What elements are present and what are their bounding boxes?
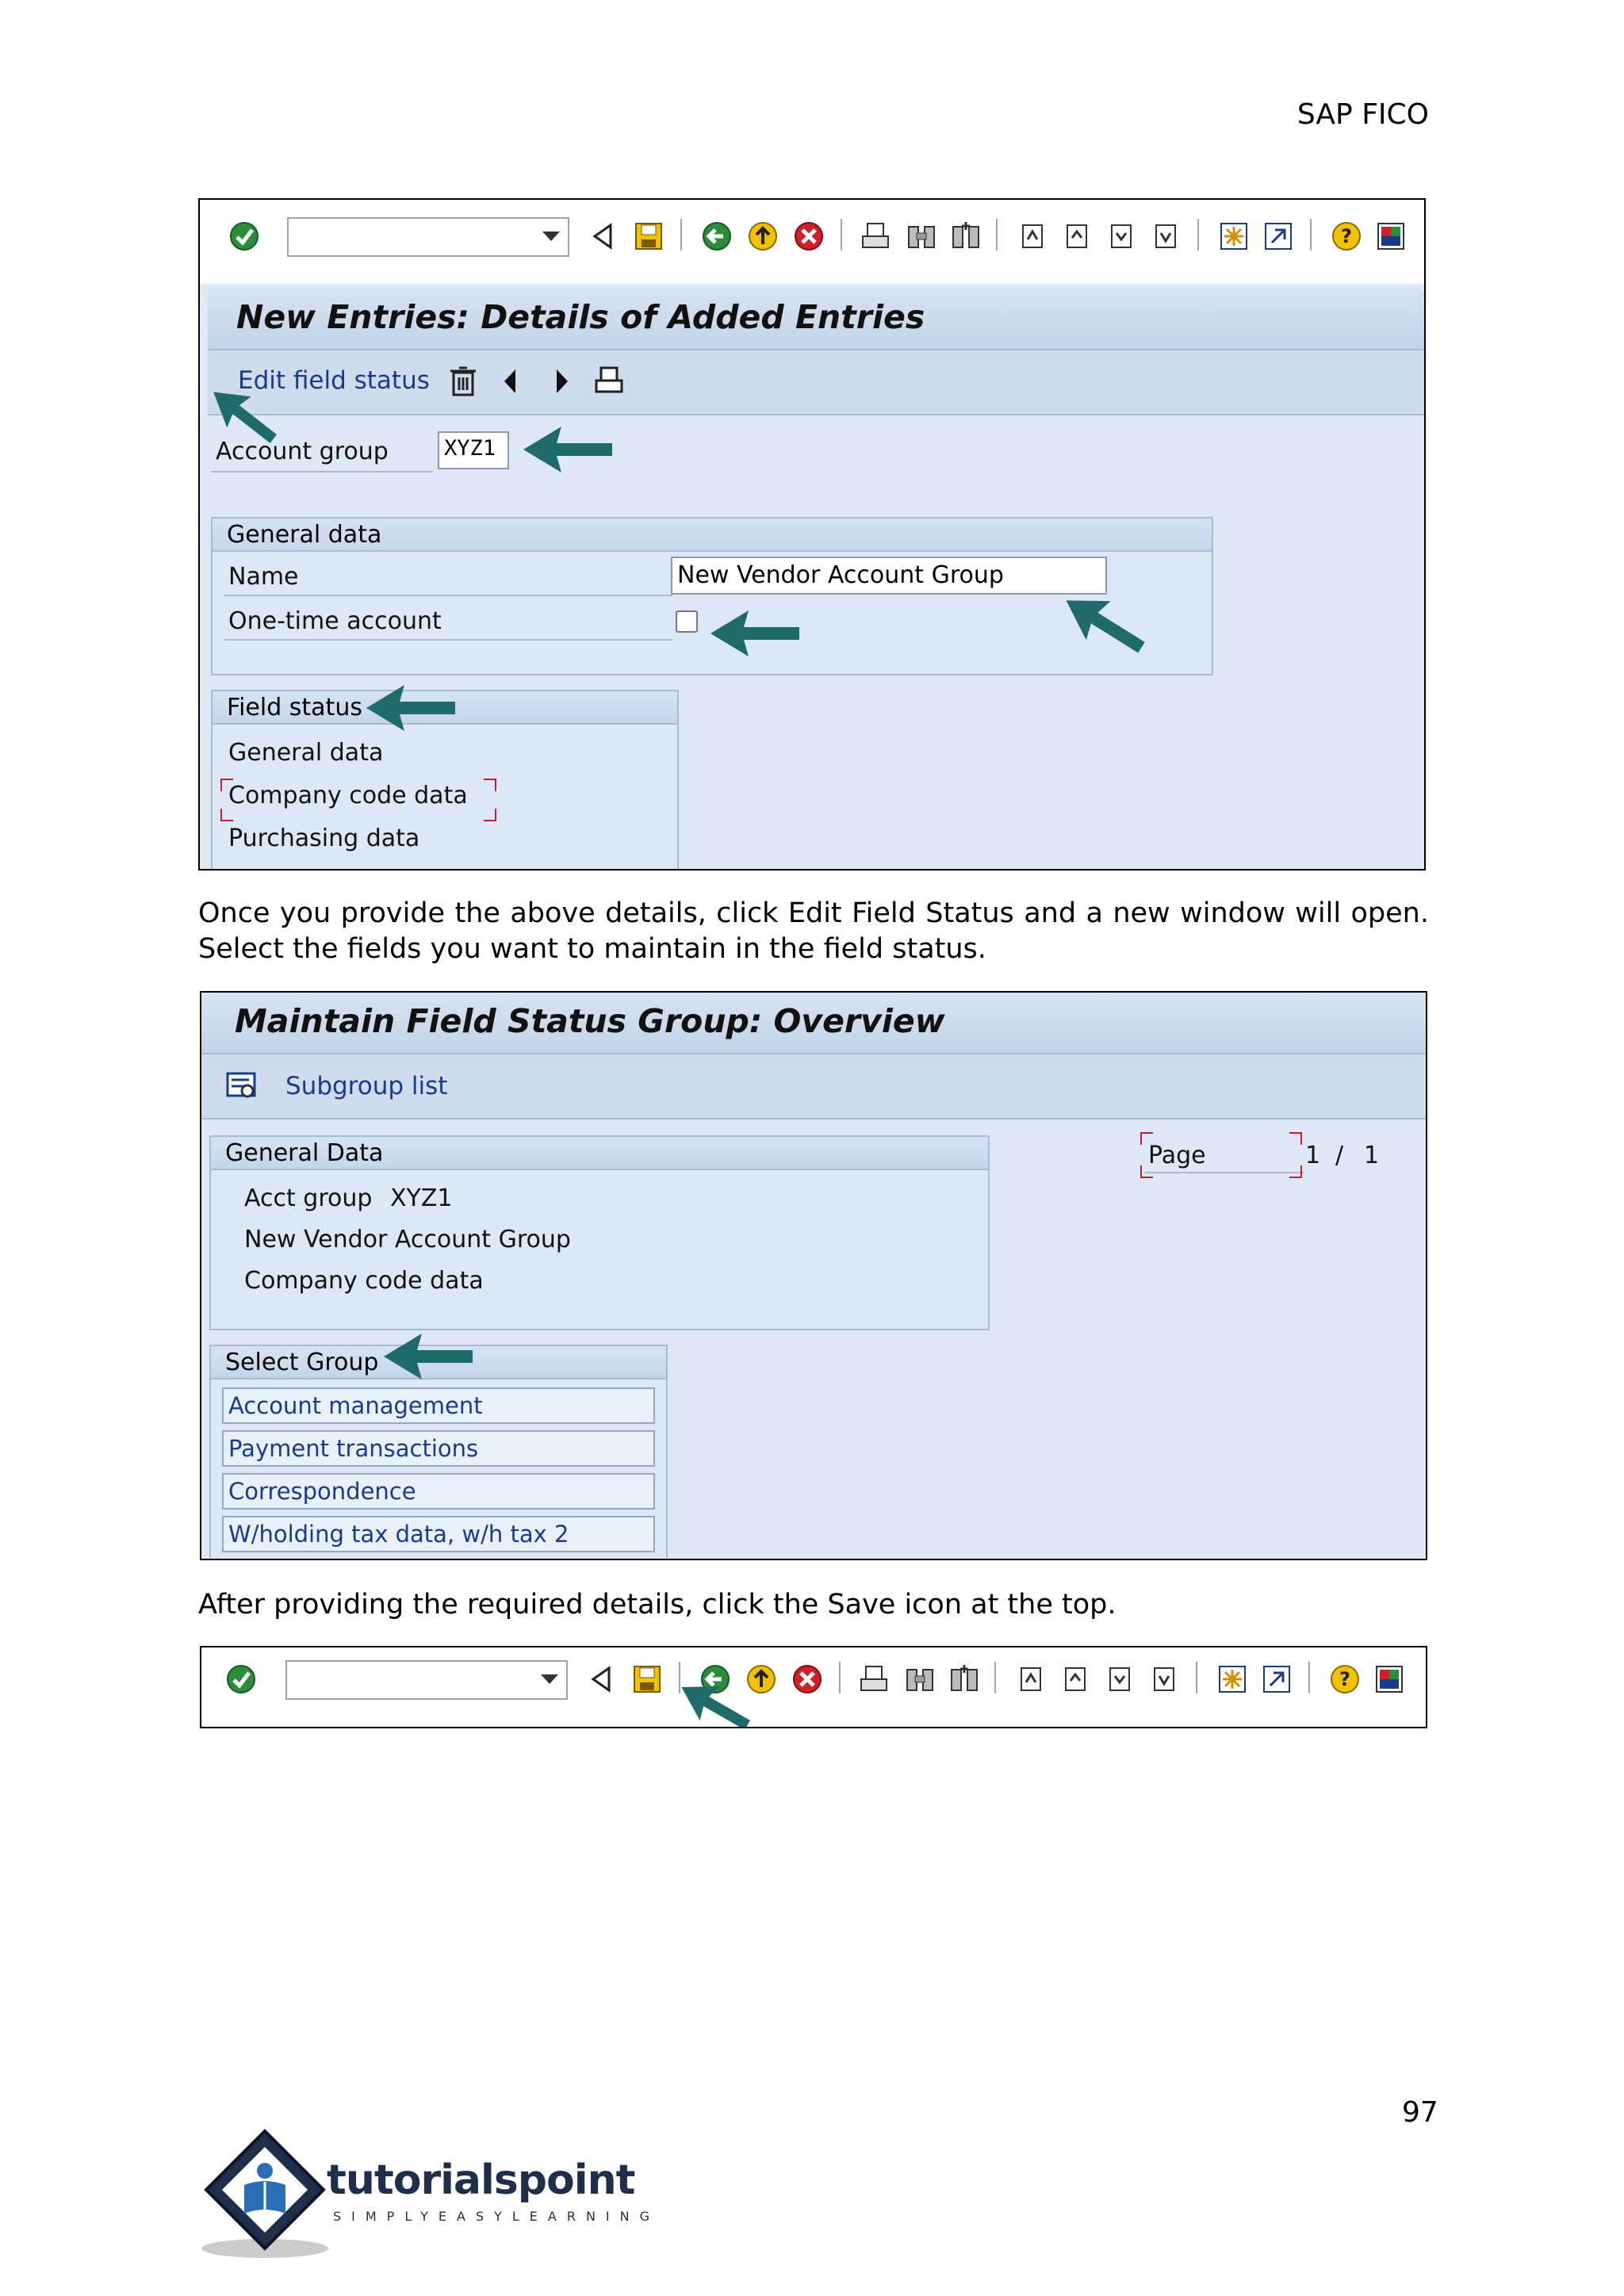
chevron-down-icon[interactable]: [541, 1674, 558, 1684]
command-field[interactable]: [285, 1660, 568, 1700]
customize-layout-icon[interactable]: [1373, 1663, 1405, 1695]
page-separator: /: [1335, 1142, 1344, 1169]
back-icon[interactable]: [701, 220, 733, 252]
tutorialspoint-logo: [193, 2122, 661, 2264]
print-icon[interactable]: [860, 220, 891, 252]
find-icon[interactable]: [904, 1663, 936, 1695]
focus-corner: [1289, 1132, 1302, 1145]
annotation-arrow-icon: [520, 422, 615, 477]
command-field[interactable]: [287, 217, 569, 257]
group-correspondence[interactable]: Correspondence: [222, 1473, 655, 1510]
one-time-account-checkbox[interactable]: [676, 610, 698, 633]
logo-diamond-icon: [193, 2122, 336, 2264]
group-payment-transactions[interactable]: Payment transactions: [222, 1430, 655, 1467]
page-header: SAP FICO: [1297, 98, 1429, 131]
label-underline: [211, 471, 433, 473]
title-bar: [201, 993, 1426, 1054]
shortcut-icon[interactable]: [1261, 1663, 1293, 1695]
focus-corner: [220, 809, 233, 821]
group-header: General data: [213, 519, 1212, 552]
enter-check-icon[interactable]: [225, 1663, 257, 1695]
cancel-icon[interactable]: [791, 1663, 823, 1695]
account-group-input[interactable]: XYZ1: [438, 431, 509, 469]
previous-page-icon[interactable]: [1059, 1663, 1091, 1695]
sap-window-new-entries: [198, 198, 1426, 871]
toolbar-separator: [1310, 219, 1312, 251]
exit-icon[interactable]: [747, 220, 779, 252]
title-bar: [208, 289, 1424, 350]
find-icon[interactable]: [906, 220, 937, 252]
toolbar-separator: [839, 1662, 841, 1693]
label-underline: [224, 639, 672, 641]
edit-field-status-button[interactable]: Edit field status: [238, 366, 430, 395]
back-triangle-icon[interactable]: [587, 220, 619, 252]
annotation-arrow-icon: [363, 680, 458, 736]
account-group-label: Account group: [216, 438, 389, 465]
sap-toolbar-window: [200, 1646, 1427, 1728]
page-title: Maintain Field Status Group: Overview: [235, 1002, 945, 1040]
enter-check-icon[interactable]: [228, 220, 260, 252]
help-icon[interactable]: [1331, 220, 1362, 252]
acct-group-value: XYZ1: [390, 1184, 453, 1212]
next-page-icon[interactable]: [1105, 220, 1137, 252]
customize-layout-icon[interactable]: [1375, 220, 1407, 252]
back-triangle-icon[interactable]: [585, 1663, 617, 1695]
cancel-icon[interactable]: [793, 220, 825, 252]
svg-text:?: ?: [1339, 1668, 1350, 1690]
page-number: 97: [1402, 2096, 1438, 2129]
print-preview-icon[interactable]: [593, 365, 625, 396]
general-data-group: [209, 1135, 990, 1330]
label-underline: [1145, 1172, 1304, 1173]
delete-icon[interactable]: [449, 365, 477, 396]
one-time-account-label: One-time account: [228, 607, 442, 635]
field-status-company-code-data[interactable]: Company code data: [228, 782, 468, 809]
toolbar-separator: [1197, 219, 1199, 251]
new-session-icon[interactable]: [1218, 220, 1250, 252]
last-page-icon[interactable]: [1148, 1663, 1180, 1695]
find-next-icon[interactable]: [950, 220, 982, 252]
annotation-arrow-icon: [381, 1329, 476, 1384]
page-current: 1: [1305, 1142, 1321, 1169]
focus-corner: [220, 779, 233, 791]
first-page-icon[interactable]: [1015, 1663, 1047, 1695]
logo-tagline: SIMPLYEASYLEARNING: [333, 2209, 661, 2224]
page-title: New Entries: Details of Added Entries: [236, 298, 925, 336]
sap-toolbar: [201, 1646, 1426, 1727]
acct-group-label: Acct group: [244, 1184, 373, 1212]
first-page-icon[interactable]: [1017, 220, 1048, 252]
annotation-arrow-icon: [707, 606, 802, 661]
paragraph-1: Once you provide the above details, click Edit Field Status and a new window will open. Select the fields you want to maintain in the field status.: [198, 897, 1429, 965]
previous-entry-icon[interactable]: [501, 368, 520, 395]
application-toolbar: [208, 350, 1424, 415]
subgroup-list-icon[interactable]: [225, 1070, 259, 1102]
toolbar-separator: [996, 219, 998, 251]
paragraph-2: After providing the required details, click the Save icon at the top.: [198, 1589, 1116, 1621]
subgroup-list-button[interactable]: Subgroup list: [285, 1072, 448, 1100]
page-label: Page: [1148, 1142, 1206, 1169]
exit-icon[interactable]: [745, 1663, 777, 1695]
field-status-general-data[interactable]: General data: [228, 739, 384, 767]
toolbar-separator: [680, 219, 682, 251]
page-total: 1: [1364, 1142, 1380, 1169]
toolbar-separator: [1196, 1662, 1197, 1693]
group-header: General Data: [211, 1137, 988, 1170]
field-status-purchasing-data[interactable]: Purchasing data: [228, 825, 420, 852]
focus-corner: [484, 779, 496, 791]
find-next-icon[interactable]: [948, 1663, 980, 1695]
save-icon[interactable]: [631, 1663, 663, 1695]
shortcut-icon[interactable]: [1262, 220, 1294, 252]
group-header: Select Group: [211, 1346, 666, 1380]
focus-corner: [1140, 1165, 1153, 1178]
focus-corner: [484, 809, 496, 821]
label-underline: [224, 595, 672, 596]
previous-page-icon[interactable]: [1061, 220, 1093, 252]
name-input[interactable]: New Vendor Account Group: [671, 557, 1107, 595]
name-label: Name: [228, 563, 299, 591]
toolbar-separator: [841, 219, 842, 251]
logo-wordmark: tutorialspoint: [327, 2156, 635, 2204]
group-withholding-tax[interactable]: W/holding tax data, w/h tax 2: [222, 1516, 655, 1552]
company-code-data: Company code data: [244, 1267, 484, 1295]
application-toolbar: [201, 1054, 1426, 1119]
chevron-down-icon[interactable]: [542, 232, 560, 241]
svg-text:?: ?: [1341, 225, 1352, 247]
print-icon[interactable]: [858, 1663, 890, 1695]
sap-toolbar: [200, 200, 1424, 284]
account-group-name: New Vendor Account Group: [244, 1226, 571, 1253]
focus-corner: [1140, 1132, 1153, 1145]
next-page-icon[interactable]: [1104, 1663, 1136, 1695]
group-header: Field status: [213, 691, 677, 725]
focus-corner: [1289, 1165, 1302, 1178]
sap-window-field-status: [200, 991, 1427, 1560]
toolbar-separator: [1308, 1662, 1310, 1693]
save-icon[interactable]: [633, 220, 665, 252]
group-account-management[interactable]: Account management: [222, 1387, 655, 1424]
help-icon[interactable]: [1329, 1663, 1361, 1695]
toolbar-separator: [994, 1662, 996, 1693]
last-page-icon[interactable]: [1150, 220, 1182, 252]
new-session-icon[interactable]: [1216, 1663, 1248, 1695]
next-entry-icon[interactable]: [552, 368, 571, 395]
